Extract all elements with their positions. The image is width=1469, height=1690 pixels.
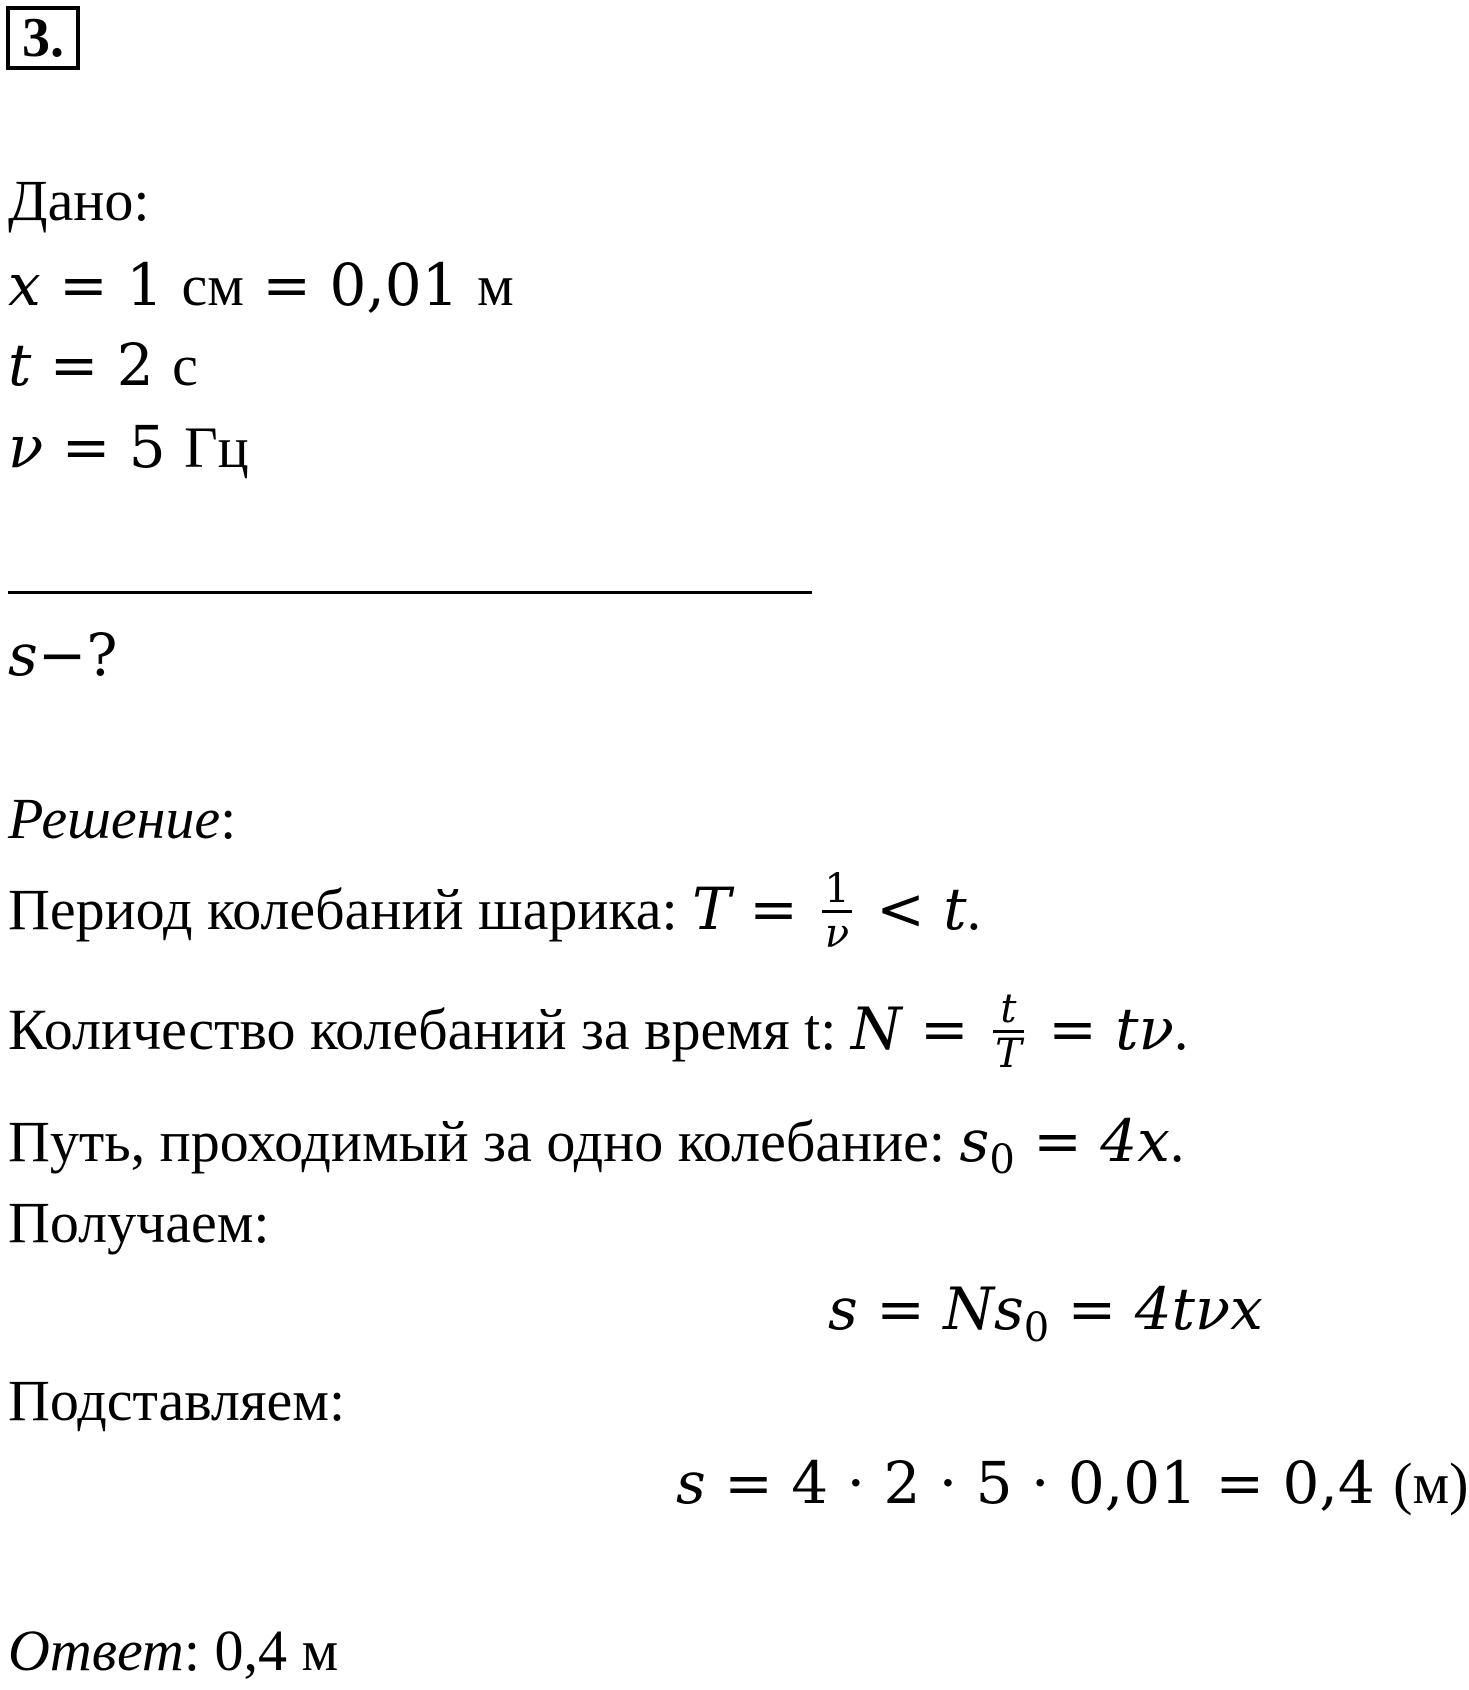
formula-general — [828, 1275, 1263, 1351]
path-text: Путь, проходимый за одно колебание: — [8, 1109, 960, 1174]
count-lhs: N — [850, 994, 902, 1063]
given-t — [8, 331, 198, 399]
formula-eq2: = — [1049, 1275, 1135, 1343]
period-lhs: T — [692, 874, 731, 943]
calc-expr: = 4 · 2 · 5 · 0,01 = 0,4 — [705, 1449, 1394, 1517]
find-rest: −? — [37, 621, 118, 689]
given-nu-eq: = 5 — [43, 413, 185, 481]
var-nu: ν — [8, 413, 44, 481]
period-lt: < — [857, 874, 944, 943]
count-eq: = — [901, 994, 988, 1063]
solution-line-substitute: Подставляем: — [8, 1368, 346, 1433]
period-end: . — [966, 876, 982, 942]
solution-heading-text: Решение — [8, 786, 221, 851]
answer-value: 0,4 м — [214, 1618, 339, 1683]
var-s: s — [8, 621, 38, 689]
given-t-eq: = 2 — [31, 331, 173, 399]
path-sub: 0 — [989, 1137, 1015, 1183]
answer-line — [8, 1618, 339, 1683]
formula-calc — [676, 1449, 1469, 1517]
calc-lhs: s — [676, 1449, 706, 1517]
period-fraction-den: ν — [824, 911, 850, 957]
path-eq: = — [1014, 1107, 1101, 1175]
path-lhs: s — [959, 1107, 990, 1175]
path-rhs: 4x — [1100, 1107, 1170, 1175]
given-x-eq2: = 0,01 — [243, 251, 478, 319]
count-fraction-num: t — [993, 988, 1024, 1033]
period-fraction-num: 1 — [824, 866, 850, 912]
formula-sub: 0 — [1023, 1305, 1050, 1351]
given-t-unit: с — [172, 333, 198, 398]
problem-number: 3. — [6, 6, 80, 70]
period-t: t — [943, 874, 967, 943]
count-fraction — [993, 988, 1024, 1075]
period-text: Период колебаний шарика: — [8, 876, 693, 942]
var-t: t — [8, 331, 32, 399]
solution-line-get: Получаем: — [8, 1190, 270, 1255]
given-nu-unit: Гц — [184, 415, 249, 480]
find-line — [8, 621, 118, 689]
count-fraction-den: T — [995, 1031, 1022, 1077]
count-eq2: = — [1029, 994, 1116, 1063]
formula-lhs: s — [828, 1275, 858, 1343]
calc-unit: (м) — [1393, 1451, 1469, 1516]
period-eq: = — [730, 874, 817, 943]
answer-label: Ответ — [8, 1618, 184, 1683]
formula-rhs: 4tνx — [1134, 1275, 1263, 1343]
period-fraction — [822, 868, 851, 955]
count-rhs: tν — [1115, 994, 1174, 1063]
solution-line-period — [8, 866, 982, 959]
count-text: Количество колебаний за время t: — [8, 996, 851, 1062]
path-end: . — [1169, 1109, 1185, 1174]
solution-line-count — [8, 986, 1189, 1079]
given-x-unit2: м — [477, 253, 514, 318]
solution-line-path — [8, 1107, 1185, 1183]
solution-heading — [8, 786, 237, 851]
formula-eq1: = — [857, 1275, 944, 1343]
given-x-unit1: см — [181, 253, 244, 318]
formula-mid: Ns — [943, 1275, 1024, 1343]
given-x-eq1: = 1 — [40, 251, 182, 319]
given-heading: Дано: — [8, 168, 150, 233]
given-divider — [8, 591, 812, 594]
var-x: x — [8, 251, 41, 319]
count-end: . — [1173, 996, 1189, 1062]
given-x — [8, 251, 514, 319]
answer-colon: : — [183, 1618, 215, 1683]
solution-heading-colon: : — [220, 786, 237, 851]
given-nu — [8, 413, 249, 481]
